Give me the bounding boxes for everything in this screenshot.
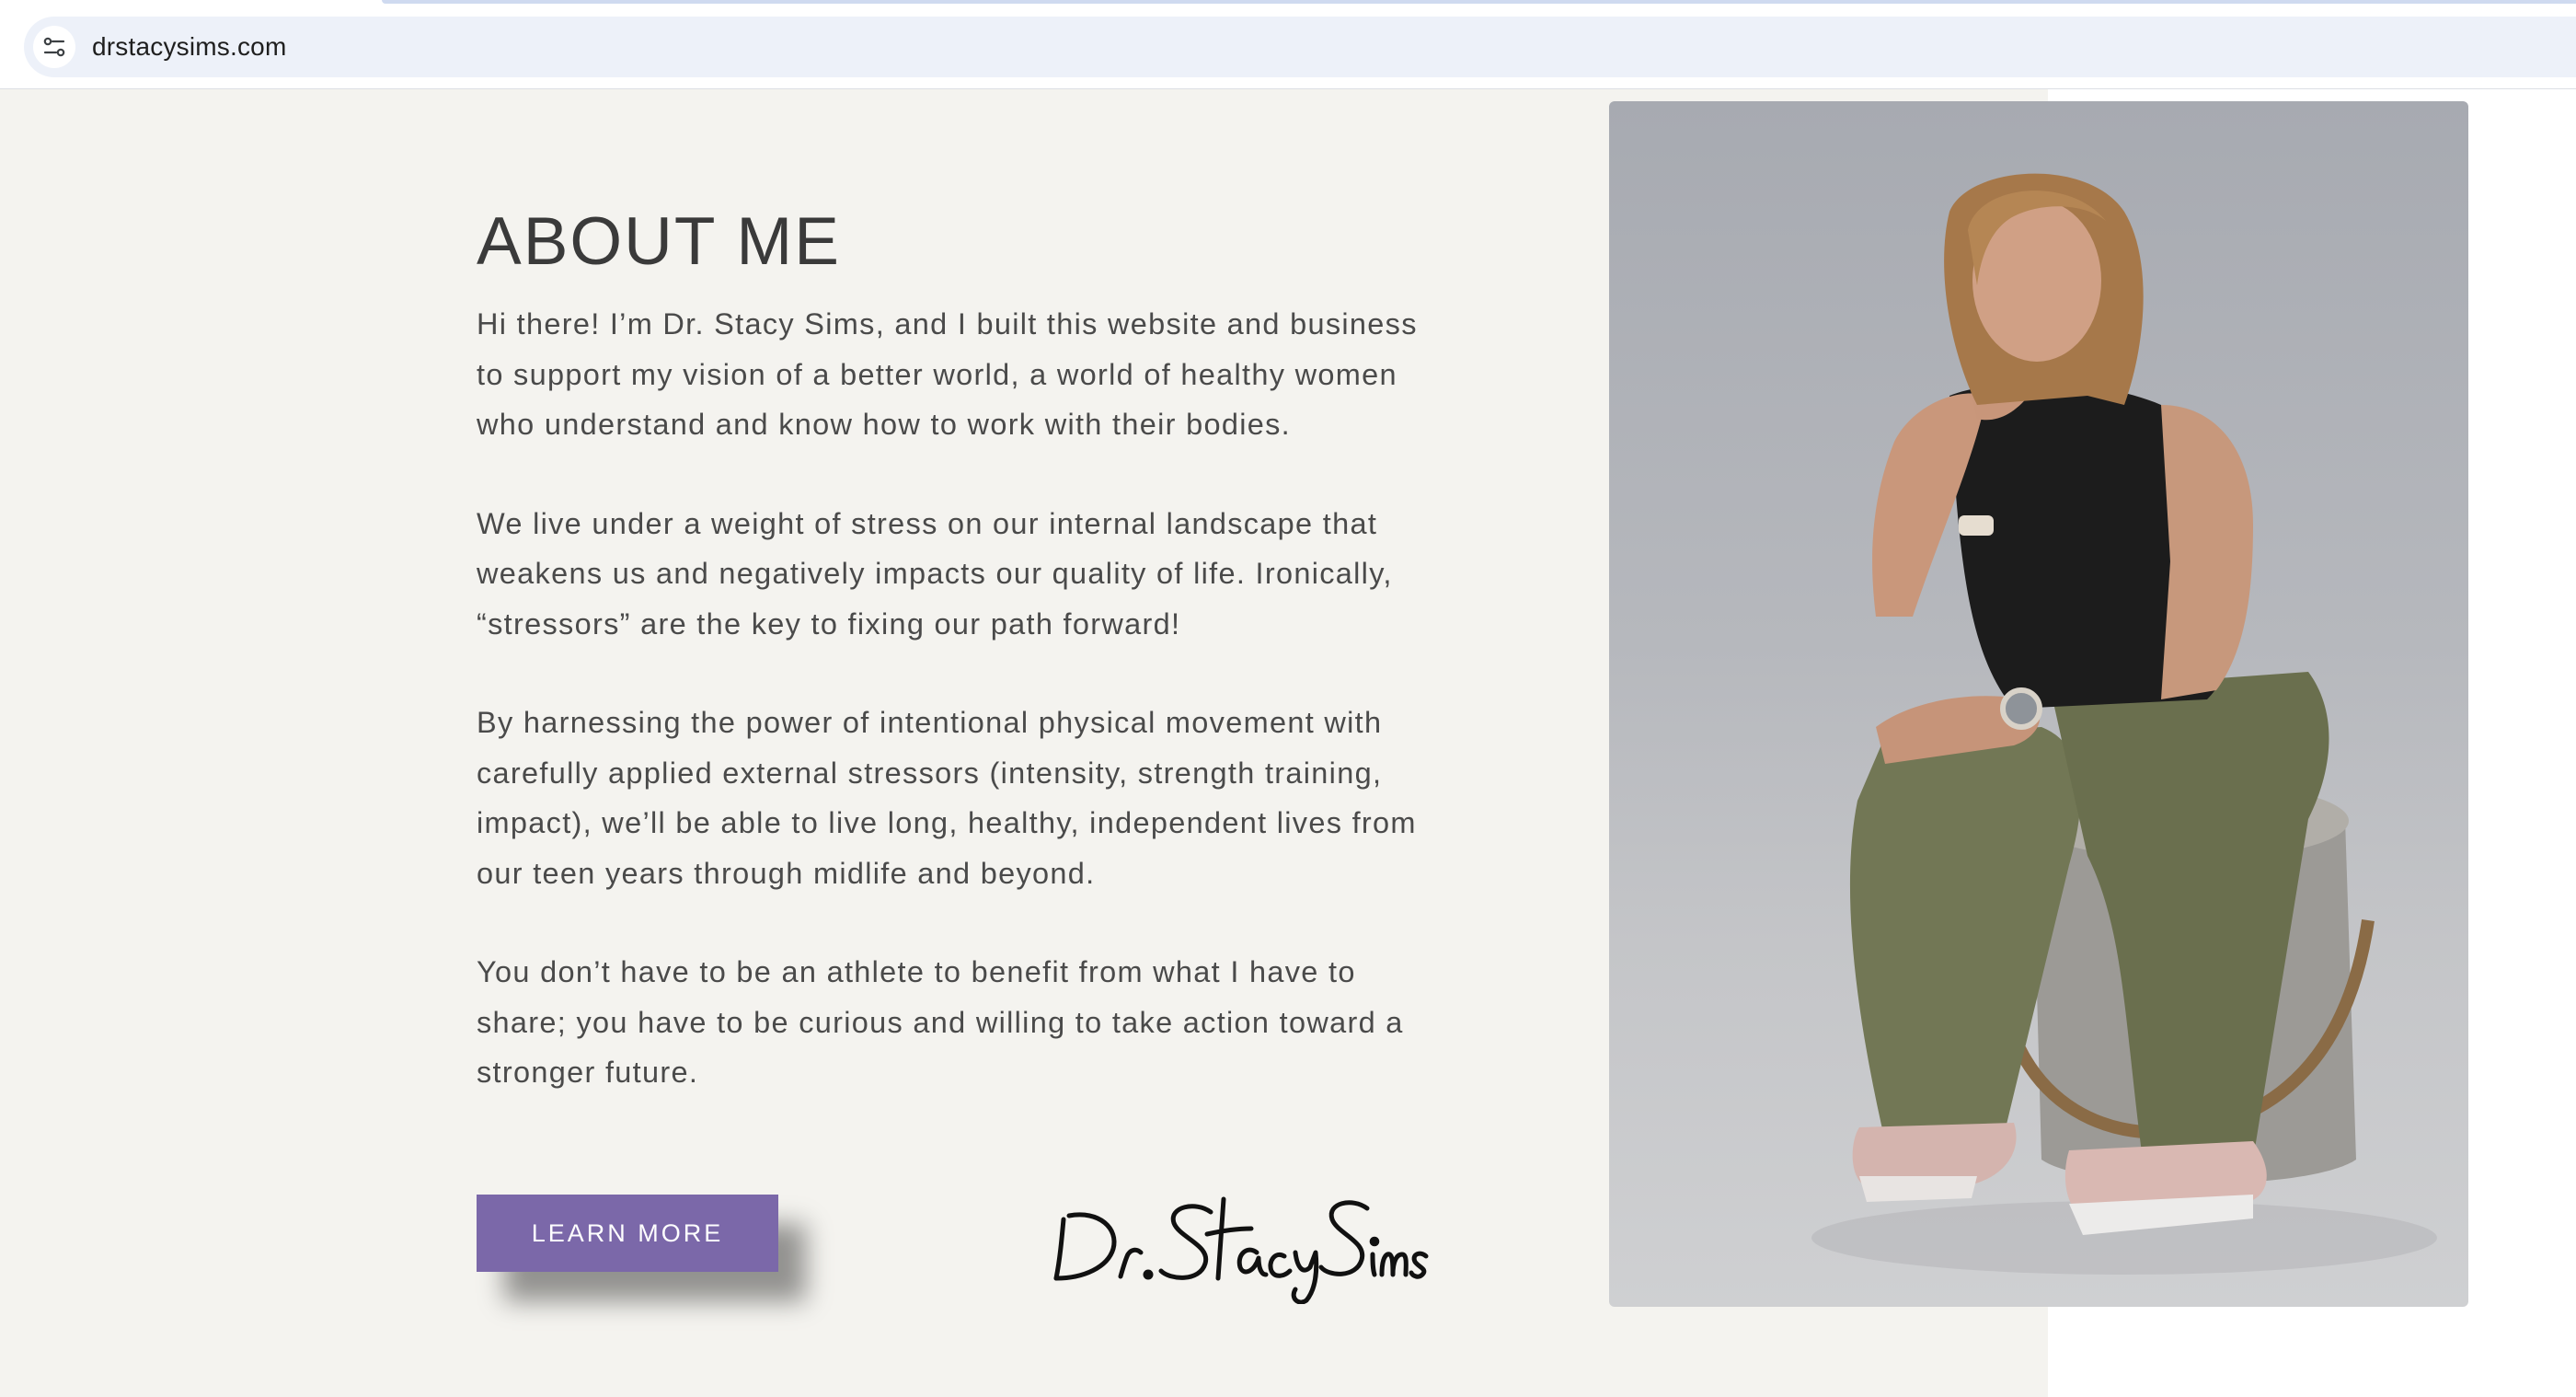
address-bar[interactable] — [24, 17, 2576, 77]
browser-toolbar — [0, 0, 2576, 89]
bio-paragraph: Hi there! I’m Dr. Stacy Sims, and I built this website and business to support my vision of a better world, a world of healthy women who understand and know how to work with their bodies. — [477, 307, 1418, 441]
learn-more-button[interactable]: LEARN MORE — [477, 1195, 778, 1272]
page-title: ABOUT ME — [477, 204, 841, 279]
signature — [1049, 1175, 1435, 1304]
bio-paragraph: We live under a weight of stress on our internal landscape that weakens us and negatively impacts our quality of life. Ironically, “stressors” are the key to fixing our path forward! — [477, 506, 1393, 641]
portrait-photo — [1609, 101, 2468, 1307]
tune-icon[interactable] — [33, 26, 75, 68]
bio-text — [477, 299, 1433, 1147]
bio-paragraph: By harnessing the power of intentional physical movement with carefully applied external stressors (intensity, strength training, impact), we’ll be able to live long, healthy, independent lives from our teen years through midlife and beyond. — [477, 706, 1417, 890]
tab-strip — [382, 0, 2576, 4]
bio-paragraph: You don’t have to be an athlete to benefit from what I have to share; you have to be curious and willing to take action toward a stronger future. — [477, 955, 1404, 1089]
url-text[interactable]: drstacysims.com — [92, 32, 287, 61]
page-content — [0, 89, 2576, 1397]
